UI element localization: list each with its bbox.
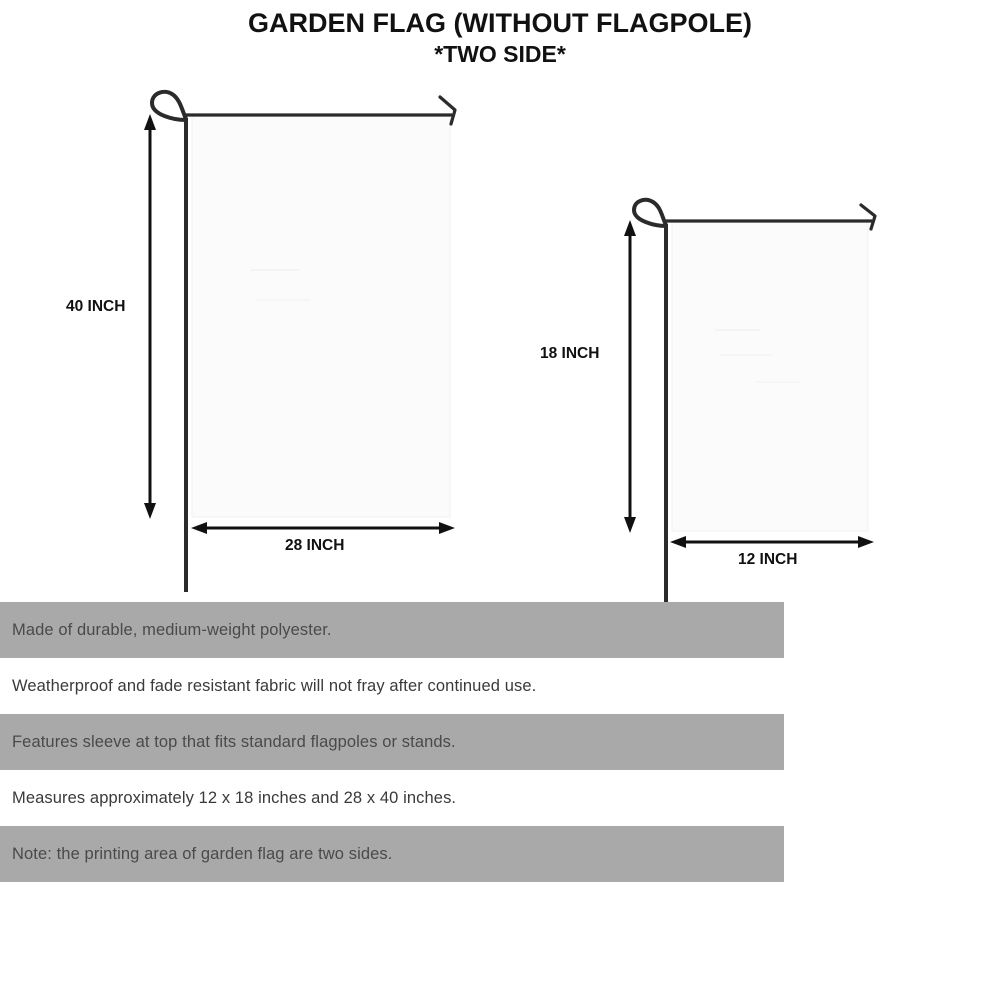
small-flag-pole-hook — [634, 200, 666, 226]
list-item — [0, 714, 784, 770]
small-flag-width-label: 12 INCH — [738, 551, 798, 568]
title-line-2: *TWO SIDE* — [434, 41, 566, 68]
large-flag-width-label: 28 INCH — [285, 537, 345, 554]
small-flag-height-label: 18 INCH — [540, 345, 600, 362]
feature-text: Weatherproof and fade resistant fabric will not fray after continued use. — [12, 676, 537, 695]
feature-text: Features sleeve at top that fits standard flagpoles or stands. — [12, 732, 456, 751]
list-item — [0, 602, 784, 658]
feature-text: Note: the printing area of garden flag are two sides. — [12, 844, 393, 863]
large-flag-height-label: 40 INCH — [66, 298, 126, 315]
feature-text: Made of durable, medium-weight polyester. — [12, 620, 332, 639]
small-flag-fabric — [672, 221, 868, 531]
list-item — [0, 826, 784, 882]
title-line-1: GARDEN FLAG (WITHOUT FLAGPOLE) — [248, 8, 752, 38]
list-item — [0, 658, 784, 714]
large-flag-pole-hook — [152, 92, 186, 120]
feature-text: Measures approximately 12 x 18 inches and 28 x 40 inches. — [12, 788, 457, 807]
list-item — [0, 770, 784, 826]
feature-list — [0, 602, 784, 882]
large-flag-fabric — [192, 115, 450, 517]
